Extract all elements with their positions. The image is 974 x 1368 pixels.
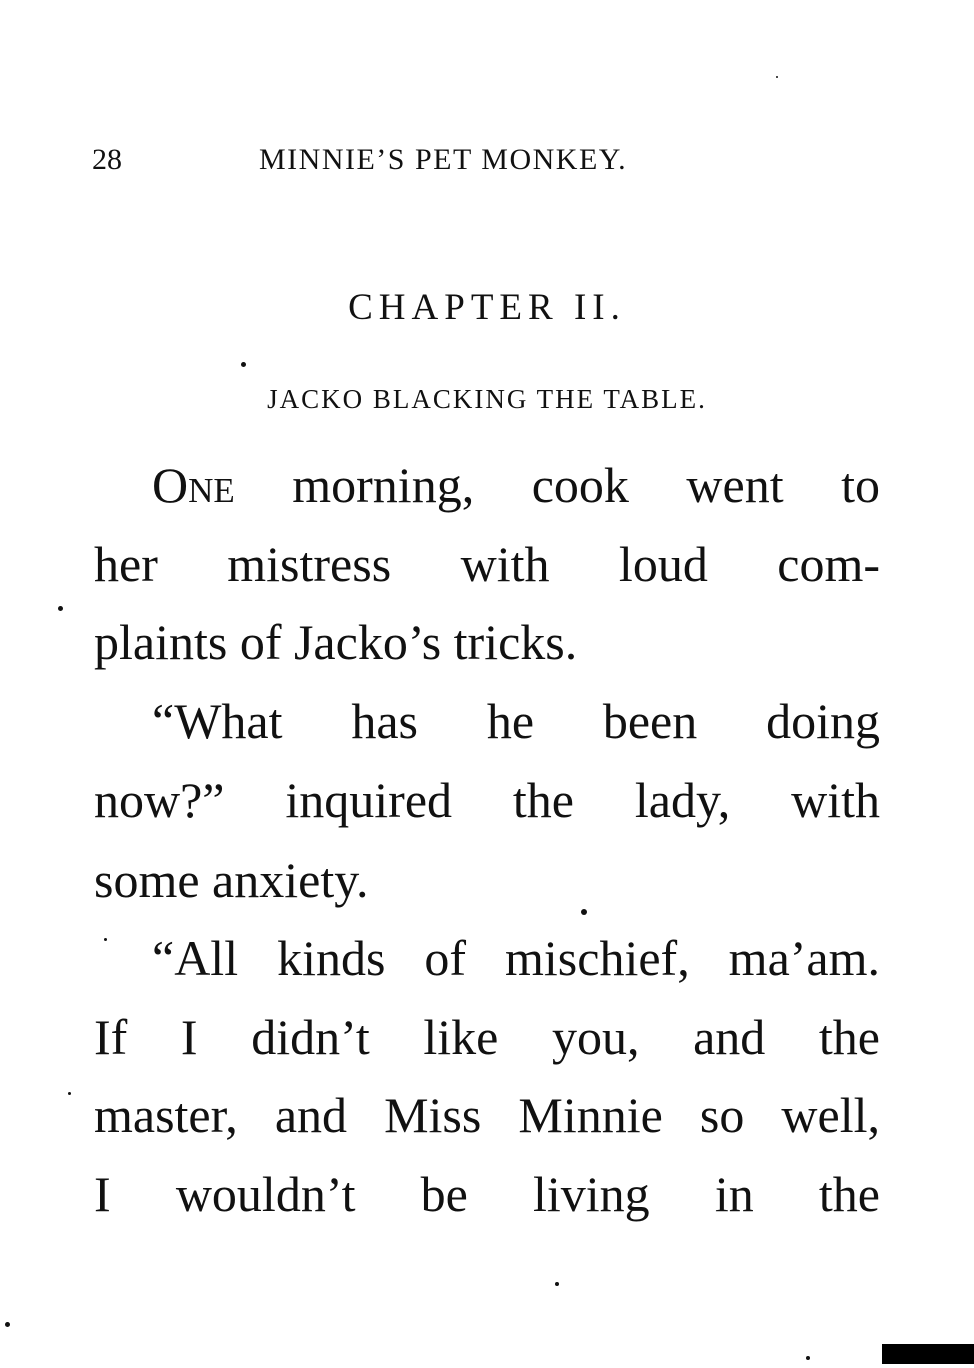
scan-speck bbox=[776, 76, 778, 78]
chapter-subtitle: JACKO BLACKING THE TABLE. bbox=[267, 384, 707, 414]
body-line-4: “What has he been doing bbox=[152, 693, 880, 749]
body-line-1-rest: morning, cook went to bbox=[234, 457, 880, 513]
body-line-6: some anxiety. bbox=[94, 852, 369, 908]
body-line-2: her mistress with loud com- bbox=[94, 536, 880, 592]
scan-edge-shadow bbox=[882, 1344, 974, 1364]
body-line-7: “All kinds of mischief, ma’am. bbox=[152, 930, 880, 986]
page-number: 28 bbox=[92, 143, 122, 176]
page-header bbox=[92, 140, 712, 180]
body-line-9: master, and Miss Minnie so well, bbox=[94, 1087, 880, 1143]
scan-speck bbox=[58, 606, 63, 611]
scan-speck bbox=[68, 1092, 71, 1095]
body-line-1 bbox=[152, 455, 880, 515]
scan-speck bbox=[555, 1282, 559, 1286]
drop-word: One bbox=[152, 457, 235, 513]
running-title: MINNIE’S PET MONKEY. bbox=[259, 143, 628, 176]
body-line-5: now?” inquired the lady, with bbox=[94, 772, 880, 828]
scan-speck bbox=[581, 909, 587, 915]
chapter-heading: CHAPTER II. bbox=[348, 287, 626, 328]
body-line-10: I wouldn’t be living in the bbox=[94, 1166, 880, 1222]
scan-speck bbox=[241, 362, 246, 367]
scan-speck bbox=[104, 938, 107, 941]
body-line-3: plaints of Jacko’s tricks. bbox=[94, 614, 578, 670]
scan-speck bbox=[806, 1356, 810, 1360]
body-line-8: If I didn’t like you, and the bbox=[94, 1009, 880, 1065]
scan-speck bbox=[5, 1322, 10, 1327]
